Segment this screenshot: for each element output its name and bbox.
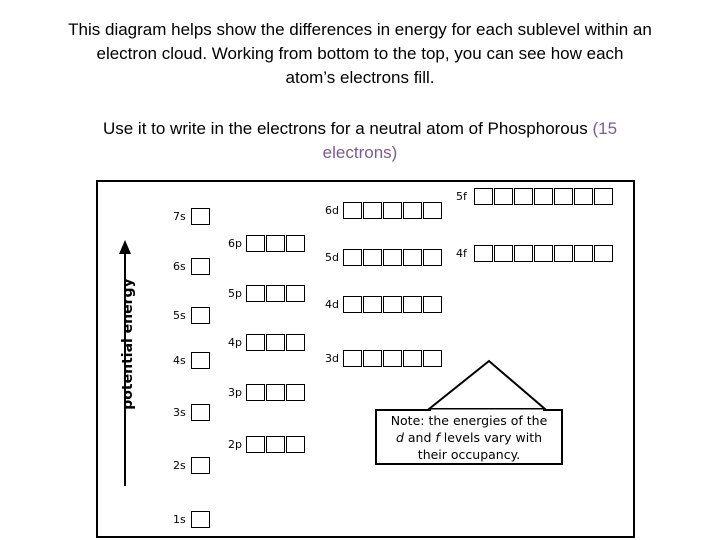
sublevel-label: 5f (456, 190, 467, 203)
orbital-box[interactable] (363, 350, 382, 367)
note-line-1: Note: the energies of the (390, 413, 548, 428)
sublevel-label: 5p (228, 287, 242, 300)
orbital-box[interactable] (286, 436, 305, 453)
sublevel-label: 7s (173, 210, 186, 223)
orbital-box[interactable] (534, 188, 553, 205)
sublevel-label: 6p (228, 237, 242, 250)
note-line-3: their occupancy. (417, 447, 521, 462)
orbital-box[interactable] (423, 249, 442, 266)
intro-line-1: This diagram helps show the differences in energy for each sublevel within an (68, 20, 652, 39)
sublevel-label: 6d (325, 204, 339, 217)
sublevel-label: 3s (173, 406, 186, 419)
sublevel-label: 5d (325, 251, 339, 264)
sublevel-label: 3d (325, 352, 339, 365)
orbital-box[interactable] (266, 384, 285, 401)
orbital-box[interactable] (286, 334, 305, 351)
sublevel-label: 4f (456, 247, 467, 260)
note-f: f (435, 430, 440, 445)
sublevel-label: 4s (173, 354, 186, 367)
orbital-box[interactable] (403, 350, 422, 367)
orbital-box[interactable] (403, 296, 422, 313)
task-line-1-main: Use it to write in the electrons for a neutral atom of Phosphorous (102, 119, 593, 138)
note-callout (375, 409, 563, 465)
orbital-box[interactable] (423, 350, 442, 367)
orbital-box[interactable] (286, 235, 305, 252)
orbital-box[interactable] (594, 188, 613, 205)
orbital-box[interactable] (494, 245, 513, 262)
orbital-box[interactable] (594, 245, 613, 262)
note-line-2 (377, 429, 561, 446)
sublevel-label: 6s (173, 260, 186, 273)
orbital-box[interactable] (191, 511, 210, 528)
orbital-box[interactable] (494, 188, 513, 205)
orbital-box[interactable] (363, 202, 382, 219)
orbital-box[interactable] (191, 457, 210, 474)
orbital-box[interactable] (246, 384, 265, 401)
orbital-box[interactable] (514, 188, 533, 205)
note-d: d (395, 430, 404, 445)
sublevel-label: 4p (228, 336, 242, 349)
sublevel-label: 3p (228, 386, 242, 399)
orbital-box[interactable] (191, 307, 210, 324)
orbital-box[interactable] (474, 188, 493, 205)
orbital-box[interactable] (246, 235, 265, 252)
orbital-box[interactable] (266, 235, 285, 252)
orbital-box[interactable] (403, 249, 422, 266)
orbital-box[interactable] (554, 188, 573, 205)
orbital-box[interactable] (363, 296, 382, 313)
sublevel-label: 5s (173, 309, 186, 322)
intro-text (20, 18, 700, 90)
orbital-diagram (96, 180, 635, 538)
sublevel-label: 2p (228, 438, 242, 451)
orbital-box[interactable] (246, 436, 265, 453)
axis-label: potential energy (120, 278, 136, 410)
orbital-box[interactable] (403, 202, 422, 219)
task-line-2: electrons) (322, 143, 398, 162)
note-vary: levels vary with (439, 430, 543, 445)
orbital-box[interactable] (363, 249, 382, 266)
orbital-box[interactable] (286, 384, 305, 401)
orbital-box[interactable] (191, 258, 210, 275)
intro-line-2: electron cloud. Working from bottom to the top, you can see how each (96, 44, 624, 63)
orbital-box[interactable] (343, 296, 362, 313)
sublevel-label: 4d (325, 298, 339, 311)
task-line-1-highlight: (15 (592, 119, 618, 138)
note-and: and (403, 430, 436, 445)
orbital-box[interactable] (423, 296, 442, 313)
orbital-box[interactable] (574, 188, 593, 205)
orbital-box[interactable] (343, 249, 362, 266)
orbital-box[interactable] (246, 285, 265, 302)
orbital-box[interactable] (266, 334, 285, 351)
axis-arrow-head (119, 240, 131, 254)
orbital-box[interactable] (266, 285, 285, 302)
task-line-1 (20, 117, 700, 141)
orbital-box[interactable] (191, 208, 210, 225)
task-text (20, 117, 700, 165)
sublevel-label: 1s (173, 513, 186, 526)
orbital-box[interactable] (383, 296, 402, 313)
orbital-box[interactable] (534, 245, 553, 262)
orbital-box[interactable] (554, 245, 573, 262)
orbital-box[interactable] (383, 350, 402, 367)
orbital-box[interactable] (266, 436, 285, 453)
intro-line-3: atom’s electrons fill. (285, 68, 435, 87)
orbital-box[interactable] (474, 245, 493, 262)
orbital-box[interactable] (574, 245, 593, 262)
orbital-box[interactable] (286, 285, 305, 302)
sublevel-label: 2s (173, 459, 186, 472)
orbital-box[interactable] (191, 352, 210, 369)
orbital-box[interactable] (383, 202, 402, 219)
orbital-box[interactable] (343, 202, 362, 219)
orbital-box[interactable] (246, 334, 265, 351)
orbital-box[interactable] (383, 249, 402, 266)
orbital-box[interactable] (343, 350, 362, 367)
orbital-box[interactable] (423, 202, 442, 219)
orbital-box[interactable] (191, 404, 210, 421)
orbital-box[interactable] (514, 245, 533, 262)
